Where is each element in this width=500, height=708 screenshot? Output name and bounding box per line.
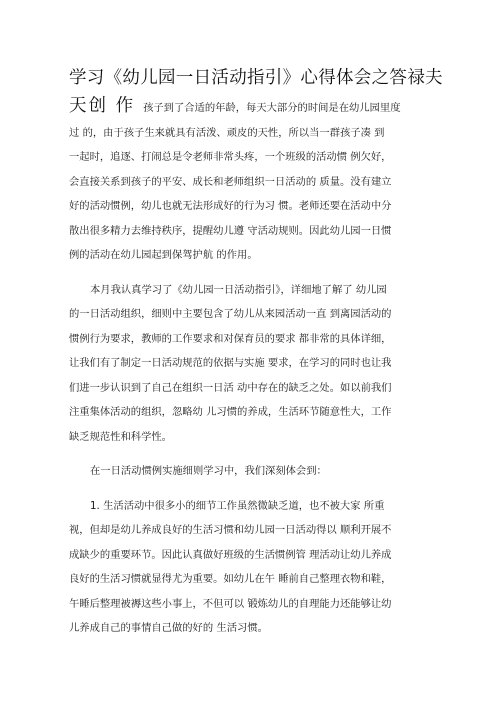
document-title: 学习《幼儿园一日活动指引》心得体会之答禄夫	[69, 68, 443, 88]
paragraph-line: 注重集体活动的组织，忽略幼 儿习惯的养成，生活环节随意性大，工作	[69, 406, 392, 418]
paragraph-line: 1. 生活活动中很多小的细节工作虽然微缺乏道，也不被大家 所重	[90, 499, 385, 512]
document-title-continued: 天创 作	[69, 96, 136, 116]
paragraph-line: 会直接关系到孩子的平安、成长和老师组织一日活动的 质量。没有建立	[69, 175, 392, 188]
paragraph-2	[69, 278, 420, 450]
paragraph-line: 好的活动惯例，幼儿也就无法形成好的行为习 惯。老师还要在活动中分	[69, 200, 392, 212]
paragraph-line: 缺乏规范性和科学性。	[69, 430, 172, 443]
paragraph-line: 视，但却是幼儿养成良好的生活习惯和幼儿园一日活动得以 顺利开展不	[69, 524, 392, 536]
paragraph-line: 孩子到了合适的年龄，每天大部分的时间是在幼儿园里度	[143, 102, 401, 114]
title-line-2	[69, 92, 420, 121]
paragraph-line: 们进一步认识到了自己在组织一日活 动中存在的缺乏之处。如以前我们	[69, 381, 392, 394]
paragraph-line: 让我们有了制定一日活动规范的依据与实施 要求，在学习的同时也让我	[69, 357, 392, 369]
paragraph-line: 在一日活动惯例实施细则学习中，我们深刻体会到：	[90, 465, 327, 477]
paragraph-line: 惯例行为要求，教师的工作要求和对保育员的要求 都非常的具体详细，	[69, 332, 392, 345]
paragraph-line: 本月我认真学习了《幼儿园一日活动指引》，详细地了解了 幼儿园	[90, 283, 387, 296]
paragraph-line: 良好的生活习惯就显得尤为重要。如幼儿在午 睡前自己整理衣物和鞋，	[69, 573, 392, 585]
paragraph-3	[69, 459, 420, 484]
paragraph-line: 一起时，追逐、打闹总是令老师非常头疼，一个班级的活动惯 例欠好，	[69, 151, 392, 163]
document-body	[69, 64, 443, 641]
paragraph-line: 儿养成自己的事情自己做的好的 生活习惯。	[69, 622, 268, 634]
paragraph-4	[69, 494, 420, 641]
paragraph-line: 例的活动在幼儿园起到保驾护航 的作用。	[69, 249, 258, 261]
paragraph-line: 成缺少的重要环节。因此认真做好班级的生活惯例管 理活动让幼儿养成	[69, 548, 392, 561]
paragraph-line: 散出很多精力去维持秩序，提醒幼儿遵 守活动规则。因此幼儿园一日惯	[69, 224, 392, 237]
paragraph-1	[69, 121, 420, 268]
paragraph-line: 的一日活动组织，细则中主要包含了幼儿从来园活动一直 到离园活动的	[69, 308, 392, 320]
paragraph-line: 过 的，由于孩子生来就具有活泼、顽皮的天性，所以当一群孩子凑 到	[69, 126, 385, 139]
paragraph-line: 午睡后整理被褥这些小事上，不但可以 锻炼幼儿的自理能力还能够让幼	[69, 597, 392, 610]
